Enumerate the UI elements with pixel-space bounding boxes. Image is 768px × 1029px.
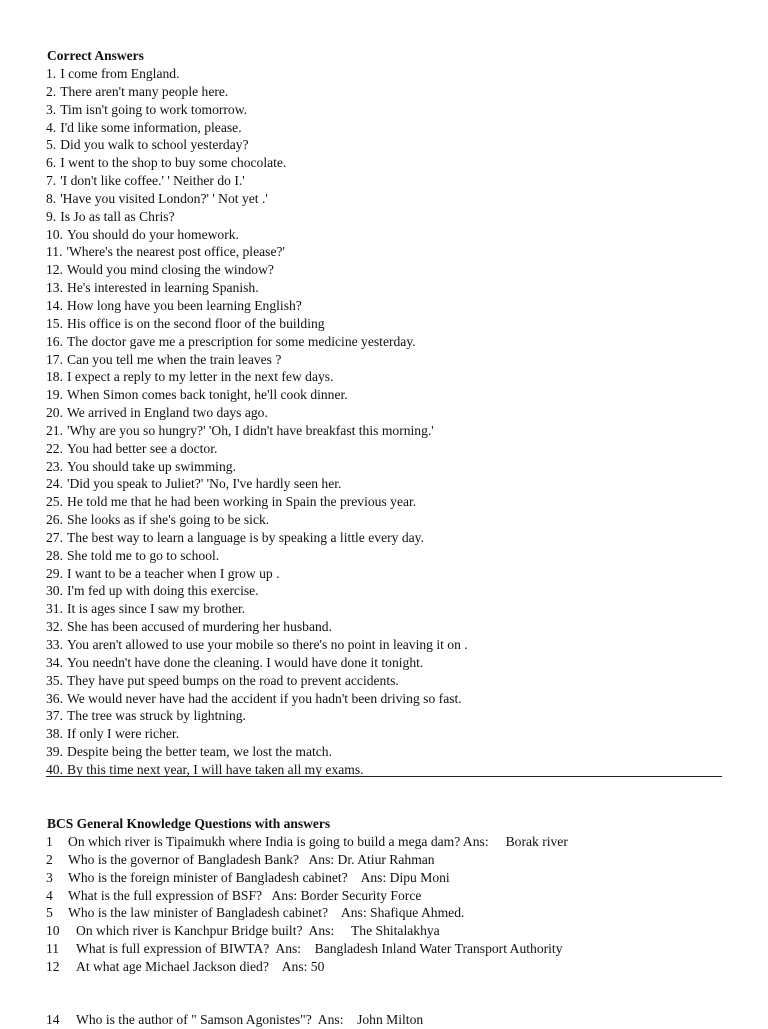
- answer-text: The best way to learn a language is by speaking a little every day.: [67, 529, 424, 545]
- answer-text: She has been accused of murdering her husband.: [67, 619, 332, 635]
- answer-text: I'd like some information, please.: [60, 119, 242, 135]
- answer-number: 37.: [46, 708, 63, 724]
- answer-item: [46, 458, 726, 476]
- answer-item: [46, 672, 726, 690]
- answer-number: 15.: [46, 315, 63, 331]
- answer-item: [46, 154, 726, 172]
- answer-text: She looks as if she's going to be sick.: [67, 512, 270, 528]
- answer-number: 9.: [46, 208, 57, 224]
- gk-question-number: 14: [46, 1012, 60, 1027]
- answer-text: You needn't have done the cleaning. I would have done it tonight.: [67, 654, 424, 670]
- answer-item: [46, 386, 726, 404]
- answer-item: [46, 136, 726, 154]
- answer-list: [46, 65, 726, 779]
- answer-number: 19.: [46, 387, 63, 403]
- answer-number: 2.: [46, 83, 57, 99]
- gk-question-number: 3: [46, 869, 53, 885]
- answer-text: He's interested in learning Spanish.: [67, 280, 259, 296]
- answer-text: I come from England.: [60, 66, 180, 81]
- gk-question-number: 4: [46, 887, 53, 903]
- answer-number: 40.: [46, 761, 63, 777]
- answer-text: We arrived in England two days ago.: [67, 405, 268, 421]
- answer-item: [46, 351, 726, 369]
- answer-item: [46, 422, 726, 440]
- section-divider: [46, 776, 722, 777]
- answer-item: [46, 654, 726, 672]
- answer-number: 10.: [46, 226, 63, 242]
- answer-item: [46, 119, 726, 137]
- answer-text: Despite being the better team, we lost the match.: [67, 744, 332, 760]
- answer-number: 8.: [46, 190, 57, 206]
- answer-number: 1.: [46, 66, 57, 81]
- answers-heading: Correct Answers: [47, 48, 144, 63]
- answer-item: [46, 404, 726, 422]
- gk-question-item: [46, 940, 736, 958]
- gk-question-number: 2: [46, 851, 53, 867]
- answer-text: Is Jo as tall as Chris?: [60, 208, 175, 224]
- gk-question-item: [46, 1011, 736, 1029]
- answer-item: [46, 511, 726, 529]
- answer-item: [46, 243, 726, 261]
- answer-number: 35.: [46, 672, 63, 688]
- answer-item: [46, 368, 726, 386]
- answer-item: [46, 261, 726, 279]
- answer-number: 29.: [46, 565, 63, 581]
- answer-text: He told me that he had been working in Spain the previous year.: [67, 494, 417, 510]
- answer-number: 22.: [46, 440, 63, 456]
- gk-question-number: 1: [46, 834, 53, 849]
- answer-number: 38.: [46, 726, 63, 742]
- answer-item: [46, 529, 726, 547]
- answer-text: We would never have had the accident if you hadn't been driving so fast.: [67, 690, 462, 706]
- answer-text: By this time next year, I will have taken all my exams.: [67, 761, 364, 777]
- gk-question-item: [46, 851, 736, 869]
- answer-item: [46, 279, 726, 297]
- gk-question-text: Who is the governor of Bangladesh Bank? Ans: Dr. Atiur Rahman: [68, 851, 435, 867]
- answer-text: I expect a reply to my letter in the next few days.: [67, 369, 334, 385]
- answer-number: 30.: [46, 583, 63, 599]
- answer-number: 39.: [46, 744, 63, 760]
- answer-item: [46, 743, 726, 761]
- answer-item: [46, 618, 726, 636]
- answer-number: 34.: [46, 654, 63, 670]
- answer-text: The doctor gave me a prescription for some medicine yesterday.: [67, 333, 416, 349]
- answer-text: They have put speed bumps on the road to prevent accidents.: [67, 672, 399, 688]
- answer-text: Can you tell me when the train leaves ?: [67, 351, 282, 367]
- answer-number: 24.: [46, 476, 63, 492]
- answer-text: 'Have you visited London?' ' Not yet .': [60, 190, 268, 206]
- answer-text: It is ages since I saw my brother.: [67, 601, 246, 617]
- answer-item: [46, 101, 726, 119]
- answer-number: 5.: [46, 137, 57, 153]
- gk-question-text: What is full expression of BIWTA? Ans: Bangladesh Inland Water Transport Authority: [76, 941, 563, 957]
- answer-number: 3.: [46, 101, 57, 117]
- gk-question-list: [46, 833, 736, 976]
- answer-number: 16.: [46, 333, 63, 349]
- answer-number: 17.: [46, 351, 63, 367]
- answer-item: [46, 297, 726, 315]
- gk-question-item: [46, 904, 736, 922]
- answer-item: [46, 547, 726, 565]
- answer-item: [46, 475, 726, 493]
- gk-question-text: Who is the author of " Samson Agonistes"? Ans: John Milton: [76, 1012, 424, 1027]
- answer-item: [46, 690, 726, 708]
- answer-number: 21.: [46, 422, 63, 438]
- gk-question-item: [46, 887, 736, 905]
- answer-number: 4.: [46, 119, 57, 135]
- answer-text: You had better see a doctor.: [67, 440, 218, 456]
- answer-number: 32.: [46, 619, 63, 635]
- answer-number: 36.: [46, 690, 63, 706]
- gk-question-item: [46, 958, 736, 976]
- answer-item: [46, 582, 726, 600]
- answer-text: You should take up swimming.: [67, 458, 236, 474]
- answer-item: [46, 315, 726, 333]
- answer-text: When Simon comes back tonight, he'll cook dinner.: [67, 387, 348, 403]
- answer-number: 14.: [46, 297, 63, 313]
- answer-number: 11.: [46, 244, 63, 260]
- answer-number: 20.: [46, 405, 63, 421]
- gk-question-item: [46, 922, 736, 940]
- answer-text: 'Why are you so hungry?' 'Oh, I didn't have breakfast this morning.': [67, 422, 434, 438]
- answer-item: [46, 565, 726, 583]
- answer-text: Tim isn't going to work tomorrow.: [60, 101, 248, 117]
- gk-question-number: 12: [46, 958, 60, 974]
- answer-item: [46, 226, 726, 244]
- answer-number: 33.: [46, 637, 63, 652]
- answer-number: 18.: [46, 369, 63, 385]
- answer-number: 25.: [46, 494, 63, 510]
- gk-question-text: Who is the foreign minister of Bangladesh cabinet? Ans: Dipu Moni: [68, 869, 450, 885]
- answer-item: [46, 725, 726, 743]
- answer-number: 7.: [46, 173, 57, 189]
- gk-question-list-continued: [46, 1011, 736, 1029]
- gk-question-number: 11: [46, 941, 60, 957]
- answer-number: 28.: [46, 547, 63, 563]
- answer-number: 6.: [46, 155, 57, 171]
- gk-question-number: 5: [46, 905, 53, 921]
- answer-text: You aren't allowed to use your mobile so there's no point in leaving it on .: [67, 637, 468, 652]
- answer-item: [46, 190, 726, 208]
- answer-item: [46, 83, 726, 101]
- answer-text: The tree was struck by lightning.: [67, 708, 246, 724]
- gk-question-text: On which river is Kanchpur Bridge built? Ans: The Shitalakhya: [76, 923, 440, 939]
- answer-text: I want to be a teacher when I grow up .: [67, 565, 280, 581]
- answer-item: [46, 172, 726, 190]
- answer-text: Did you walk to school yesterday?: [60, 137, 249, 153]
- answer-item: [46, 636, 726, 654]
- answer-number: 26.: [46, 512, 63, 528]
- answer-text: I went to the shop to buy some chocolate.: [60, 155, 287, 171]
- answer-item: [46, 600, 726, 618]
- answer-text: How long have you been learning English?: [67, 297, 302, 313]
- answer-number: 27.: [46, 529, 63, 545]
- answer-text: 'Where's the nearest post office, please?': [66, 244, 285, 260]
- answer-text: She told me to go to school.: [67, 547, 220, 563]
- answer-item: [46, 208, 726, 226]
- gk-question-text: At what age Michael Jackson died? Ans: 50: [76, 958, 325, 974]
- answer-item: [46, 65, 726, 83]
- answer-number: 23.: [46, 458, 63, 474]
- gk-question-number: 10: [46, 923, 60, 939]
- gk-question-text: On which river is Tipaimukh where India is going to build a mega dam? Ans: Borak river: [68, 834, 568, 849]
- answer-text: I'm fed up with doing this exercise.: [67, 583, 259, 599]
- answer-text: 'Did you speak to Juliet?' 'No, I've hardly seen her.: [67, 476, 342, 492]
- answer-item: [46, 440, 726, 458]
- gk-question-text: Who is the law minister of Bangladesh cabinet? Ans: Shafique Ahmed.: [68, 905, 465, 921]
- answer-number: 13.: [46, 280, 63, 296]
- answer-item: [46, 333, 726, 351]
- gk-question-text: What is the full expression of BSF? Ans: Border Security Force: [68, 887, 422, 903]
- answer-item: [46, 493, 726, 511]
- answer-number: 31.: [46, 601, 63, 617]
- gk-question-item: [46, 833, 736, 851]
- answer-item: [46, 707, 726, 725]
- answer-number: 12.: [46, 262, 63, 278]
- answer-text: Would you mind closing the window?: [67, 262, 274, 278]
- answer-text: His office is on the second floor of the building: [67, 315, 325, 331]
- answer-text: You should do your homework.: [67, 226, 239, 242]
- answer-text: There aren't many people here.: [60, 83, 229, 99]
- answer-text: If only I were richer.: [67, 726, 180, 742]
- answer-text: 'I don't like coffee.' ' Neither do I.': [60, 173, 245, 189]
- gk-heading: BCS General Knowledge Questions with answers: [47, 816, 331, 831]
- gk-question-item: [46, 869, 736, 887]
